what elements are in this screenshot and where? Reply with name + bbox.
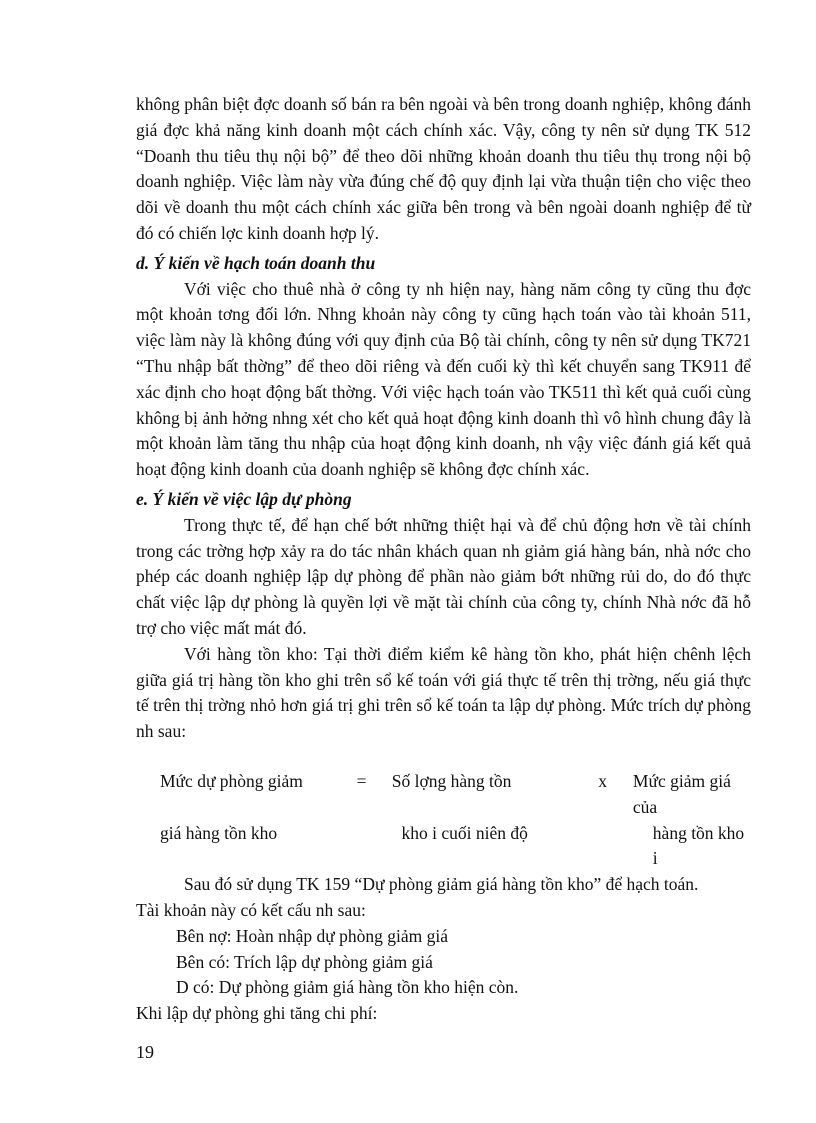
formula-left-1: Mức dự phòng giảm [160, 770, 303, 791]
list-item: D có: Dự phòng giảm giá hàng tồn kho hiện còn. [176, 977, 519, 998]
paragraph-revenue: Với việc cho thuê nhà ở công ty nh hiện nay, hàng năm công ty cũng thu đợc một khoản tơng đối lớn. Nhng khoản này công ty cũng hạch toán vào tài khoản 511, việc làm này là không đúng với quy định của Bộ tài chính, công ty nên sử dụng TK721 “Thu nhập bất thờng” để theo dõi riêng và đến cuối kỳ thì kết chuyển sang TK911 để xác định cho hoạt động bất thờng. Với việc hạch toán vào TK511 thì kết quả cuối cùng không bị ảnh hởng nhng xét cho kết quả hoạt động kinh doanh thì vô hình chung đây là một khoản làm tăng thu nhập của hoạt động kinh doanh, nh vậy việc đánh giá kết quả hoạt động kinh doanh của doanh nghiệp sẽ không đợc chính xác. [136, 278, 751, 480]
paragraph-provision-intro: Trong thực tế, để hạn chế bớt những thiệt hại và để chủ động hơn về tài chính trong các trờng hợp xảy ra do tác nhân khách quan nh giảm giá hàng bán, nhà nớc cho phép các doanh nghiệp lập dự phòng để phần nào giảm bớt những rủi do, do đó thực chất việc lập dự phòng là quyền lợi về mặt tài chính của công ty, chính Nhà nớc đã hỗ trợ cho việc mất mát đó. [136, 514, 751, 638]
account-structure-list [136, 924, 751, 1001]
paragraph-intro: không phân biệt đợc doanh số bán ra bên ngoài và bên trong doanh nghiệp, không đánh giá đợc khả năng kinh doanh một cách chính xác. Vậy, công ty nên sử dụng TK 512 “Doanh thu tiêu thụ nội bộ” để theo dõi những khoản doanh thu tiêu thụ trong nội bộ doanh nghiệp. Việc làm này vừa đúng chế độ quy định lại vừa thuận tiện cho việc theo dõi về doanh thu một cách chính xác giữa bên trong và bên ngoài doanh nghiệp để từ đó có chiến lợc kinh doanh hợp lý. [136, 94, 751, 243]
paragraph-final: Khi lập dự phòng ghi tăng chi phí: [136, 1003, 378, 1024]
formula-mid-1: Số lợng hàng tồn [391, 770, 512, 791]
paragraph-structure: Tài khoản này có kết cấu nh sau: [136, 899, 366, 920]
paragraph-inventory: Với hàng tồn kho: Tại thời điểm kiểm kê hàng tồn kho, phát hiện chênh lệch giữa giá trị hàng tồn kho ghi trên sổ kế toán với giá thực tế trên thị trờng, nếu giá thực tế trên thị trờng nhỏ hơn giá trị ghi trên sổ kế toán ta lập dự phòng. Mức trích dự phòng nh sau: [136, 643, 751, 742]
formula-row-2 [160, 821, 751, 873]
paragraph-tk159: Sau đó sử dụng TK 159 “Dự phòng giảm giá hàng tồn kho” để hạch toán. [184, 874, 699, 895]
formula-left-2: giá hàng tồn kho [160, 822, 278, 843]
section-heading-e: e. Ý kiến về việc lập dự phòng [136, 488, 352, 509]
list-item: Bên nợ: Hoàn nhập dự phòng giảm giá [176, 925, 448, 946]
formula-mid-2: kho i cuối niên độ [401, 822, 528, 843]
document-page [136, 92, 751, 1027]
formula-equals: = [356, 770, 367, 791]
formula-row-1 [160, 769, 751, 821]
formula-right-2: hàng tồn kho i [652, 822, 745, 869]
provision-formula [160, 769, 751, 872]
page-number: 19 [136, 1042, 154, 1062]
formula-times: x [598, 770, 608, 791]
list-item: Bên có: Trích lập dự phòng giảm giá [176, 951, 433, 972]
formula-right-1: Mức giảm giá của [632, 770, 731, 817]
section-heading-d: d. Ý kiến về hạch toán doanh thu [136, 252, 376, 273]
